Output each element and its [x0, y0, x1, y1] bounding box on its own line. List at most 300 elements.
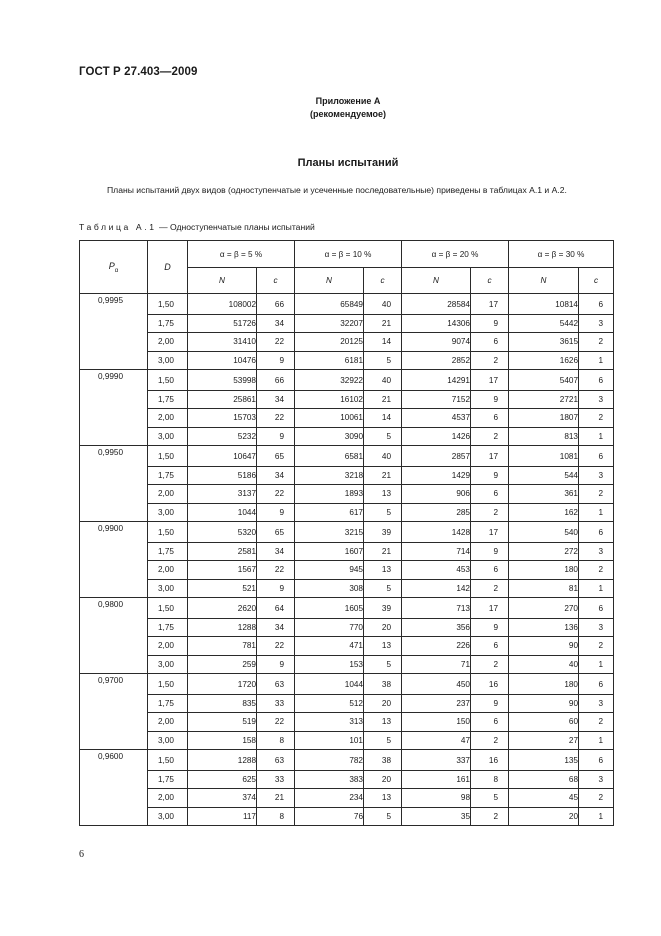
- c-cell: 16: [471, 674, 509, 695]
- n-cell: 150: [402, 713, 471, 732]
- n-cell: 1807: [509, 409, 579, 428]
- c-cell: 21: [364, 314, 402, 333]
- c-cell: 2: [579, 713, 614, 732]
- c-cell: 9: [257, 579, 295, 598]
- n-cell: 1607: [295, 542, 364, 561]
- table-row: [80, 466, 614, 485]
- n-cell: 20125: [295, 333, 364, 352]
- d-cell: 1,75: [148, 542, 188, 561]
- n-cell: 713: [402, 598, 471, 619]
- n-cell: 28584: [402, 294, 471, 315]
- n-cell: 14306: [402, 314, 471, 333]
- n-cell: 90: [509, 694, 579, 713]
- c-cell: 38: [364, 674, 402, 695]
- c-cell: 3: [579, 618, 614, 637]
- header-p-alpha: $P_\alpha$: [80, 241, 148, 294]
- n-cell: 65849: [295, 294, 364, 315]
- p-alpha-cell: 0,9600: [80, 750, 148, 826]
- c-cell: 17: [471, 446, 509, 467]
- c-cell: 1: [579, 807, 614, 826]
- table-caption-text: — Одноступенчатые планы испытаний: [156, 222, 315, 232]
- n-cell: 374: [188, 789, 257, 808]
- n-cell: 71: [402, 655, 471, 674]
- n-cell: 313: [295, 713, 364, 732]
- p-alpha-cell: 0,9900: [80, 522, 148, 598]
- d-cell: 1,75: [148, 390, 188, 409]
- c-cell: 9: [257, 503, 295, 522]
- n-cell: 512: [295, 694, 364, 713]
- n-cell: 617: [295, 503, 364, 522]
- c-cell: 5: [364, 579, 402, 598]
- n-cell: 1044: [295, 674, 364, 695]
- c-cell: 5: [364, 731, 402, 750]
- header-n: N: [509, 268, 579, 294]
- table-row: [80, 294, 614, 315]
- n-cell: 161: [402, 770, 471, 789]
- c-cell: 1: [579, 503, 614, 522]
- c-cell: 1: [579, 351, 614, 370]
- table-caption: [79, 222, 315, 232]
- n-cell: 453: [402, 561, 471, 580]
- c-cell: 3: [579, 314, 614, 333]
- c-cell: 14: [364, 409, 402, 428]
- d-cell: 1,50: [148, 750, 188, 771]
- n-cell: 781: [188, 637, 257, 656]
- table-row: [80, 618, 614, 637]
- n-cell: 35: [402, 807, 471, 826]
- c-cell: 66: [257, 294, 295, 315]
- n-cell: 51726: [188, 314, 257, 333]
- n-cell: 9074: [402, 333, 471, 352]
- table-row: [80, 694, 614, 713]
- n-cell: 1081: [509, 446, 579, 467]
- n-cell: 6581: [295, 446, 364, 467]
- n-cell: 180: [509, 561, 579, 580]
- c-cell: 22: [257, 333, 295, 352]
- table-row: [80, 598, 614, 619]
- c-cell: 65: [257, 522, 295, 543]
- n-cell: 2721: [509, 390, 579, 409]
- n-cell: 3615: [509, 333, 579, 352]
- c-cell: 2: [579, 561, 614, 580]
- c-cell: 20: [364, 694, 402, 713]
- c-cell: 17: [471, 294, 509, 315]
- d-cell: 2,00: [148, 789, 188, 808]
- c-cell: 6: [579, 370, 614, 391]
- c-cell: 9: [471, 542, 509, 561]
- header-c: c: [471, 268, 509, 294]
- c-cell: 1: [579, 427, 614, 446]
- table-row: [80, 542, 614, 561]
- c-cell: 2: [579, 409, 614, 428]
- d-cell: 1,75: [148, 694, 188, 713]
- d-cell: 2,00: [148, 485, 188, 504]
- c-cell: 6: [471, 409, 509, 428]
- c-cell: 6: [471, 713, 509, 732]
- n-cell: 270: [509, 598, 579, 619]
- c-cell: 3: [579, 694, 614, 713]
- table-row: [80, 637, 614, 656]
- c-cell: 39: [364, 598, 402, 619]
- header-group-5: α = β = 5 %: [188, 241, 295, 268]
- n-cell: 835: [188, 694, 257, 713]
- n-cell: 4537: [402, 409, 471, 428]
- n-cell: 2620: [188, 598, 257, 619]
- d-cell: 3,00: [148, 503, 188, 522]
- n-cell: 625: [188, 770, 257, 789]
- d-cell: 1,50: [148, 446, 188, 467]
- test-plans-table: [79, 240, 614, 826]
- c-cell: 38: [364, 750, 402, 771]
- c-cell: 34: [257, 390, 295, 409]
- header-n: N: [295, 268, 364, 294]
- c-cell: 2: [579, 637, 614, 656]
- c-cell: 13: [364, 637, 402, 656]
- table-row: [80, 561, 614, 580]
- d-cell: 3,00: [148, 351, 188, 370]
- c-cell: 66: [257, 370, 295, 391]
- header-group-10: α = β = 10 %: [295, 241, 402, 268]
- c-cell: 2: [471, 503, 509, 522]
- c-cell: 65: [257, 446, 295, 467]
- n-cell: 285: [402, 503, 471, 522]
- c-cell: 8: [471, 770, 509, 789]
- n-cell: 1429: [402, 466, 471, 485]
- c-cell: 22: [257, 561, 295, 580]
- c-cell: 2: [471, 427, 509, 446]
- c-cell: 17: [471, 522, 509, 543]
- c-cell: 22: [257, 713, 295, 732]
- d-cell: 2,00: [148, 561, 188, 580]
- n-cell: 3090: [295, 427, 364, 446]
- n-cell: 272: [509, 542, 579, 561]
- n-cell: 2852: [402, 351, 471, 370]
- n-cell: 10647: [188, 446, 257, 467]
- c-cell: 34: [257, 542, 295, 561]
- c-cell: 9: [471, 466, 509, 485]
- c-cell: 9: [471, 390, 509, 409]
- table-row: [80, 503, 614, 522]
- table-row: [80, 770, 614, 789]
- annex-heading: [0, 95, 661, 121]
- n-cell: 40: [509, 655, 579, 674]
- c-cell: 6: [579, 750, 614, 771]
- c-cell: 3: [579, 390, 614, 409]
- c-cell: 6: [471, 333, 509, 352]
- c-cell: 5: [364, 655, 402, 674]
- n-cell: 259: [188, 655, 257, 674]
- n-cell: 813: [509, 427, 579, 446]
- n-cell: 180: [509, 674, 579, 695]
- c-cell: 14: [364, 333, 402, 352]
- n-cell: 945: [295, 561, 364, 580]
- n-cell: 16102: [295, 390, 364, 409]
- c-cell: 9: [257, 427, 295, 446]
- table-row: [80, 390, 614, 409]
- n-cell: 2581: [188, 542, 257, 561]
- c-cell: 6: [579, 294, 614, 315]
- c-cell: 6: [471, 485, 509, 504]
- c-cell: 3: [579, 466, 614, 485]
- c-cell: 3: [579, 770, 614, 789]
- c-cell: 2: [471, 579, 509, 598]
- c-cell: 63: [257, 674, 295, 695]
- c-cell: 64: [257, 598, 295, 619]
- n-cell: 10061: [295, 409, 364, 428]
- d-cell: 1,75: [148, 314, 188, 333]
- header-c: c: [364, 268, 402, 294]
- n-cell: 1626: [509, 351, 579, 370]
- c-cell: 1: [579, 655, 614, 674]
- n-cell: 68: [509, 770, 579, 789]
- c-cell: 22: [257, 409, 295, 428]
- n-cell: 6181: [295, 351, 364, 370]
- d-cell: 1,50: [148, 370, 188, 391]
- d-cell: 2,00: [148, 333, 188, 352]
- n-cell: 101: [295, 731, 364, 750]
- table-row: [80, 655, 614, 674]
- header-n: N: [402, 268, 471, 294]
- d-cell: 3,00: [148, 731, 188, 750]
- c-cell: 8: [257, 807, 295, 826]
- c-cell: 1: [579, 579, 614, 598]
- c-cell: 34: [257, 314, 295, 333]
- n-cell: 906: [402, 485, 471, 504]
- c-cell: 16: [471, 750, 509, 771]
- c-cell: 39: [364, 522, 402, 543]
- c-cell: 21: [364, 542, 402, 561]
- n-cell: 1893: [295, 485, 364, 504]
- table-row: [80, 351, 614, 370]
- c-cell: 9: [471, 618, 509, 637]
- c-cell: 17: [471, 598, 509, 619]
- d-cell: 3,00: [148, 807, 188, 826]
- n-cell: 1567: [188, 561, 257, 580]
- n-cell: 540: [509, 522, 579, 543]
- n-cell: 1720: [188, 674, 257, 695]
- n-cell: 5320: [188, 522, 257, 543]
- n-cell: 10814: [509, 294, 579, 315]
- n-cell: 1428: [402, 522, 471, 543]
- c-cell: 8: [257, 731, 295, 750]
- c-cell: 40: [364, 370, 402, 391]
- c-cell: 2: [579, 485, 614, 504]
- c-cell: 33: [257, 770, 295, 789]
- n-cell: 7152: [402, 390, 471, 409]
- c-cell: 6: [579, 522, 614, 543]
- d-cell: 2,00: [148, 637, 188, 656]
- p-alpha-cell: 0,9950: [80, 446, 148, 522]
- n-cell: 234: [295, 789, 364, 808]
- c-cell: 5: [364, 503, 402, 522]
- c-cell: 20: [364, 618, 402, 637]
- n-cell: 5186: [188, 466, 257, 485]
- n-cell: 5442: [509, 314, 579, 333]
- annex-title: Приложение А: [315, 96, 381, 106]
- c-cell: 17: [471, 370, 509, 391]
- table-row: [80, 807, 614, 826]
- c-cell: 5: [364, 807, 402, 826]
- d-cell: 1,75: [148, 618, 188, 637]
- c-cell: 2: [579, 333, 614, 352]
- header-group-30: α = β = 30 %: [509, 241, 614, 268]
- d-cell: 1,50: [148, 294, 188, 315]
- table-row: [80, 427, 614, 446]
- p-alpha-cell: 0,9995: [80, 294, 148, 370]
- n-cell: 361: [509, 485, 579, 504]
- table-row: [80, 750, 614, 771]
- n-cell: 32922: [295, 370, 364, 391]
- n-cell: 25861: [188, 390, 257, 409]
- n-cell: 1288: [188, 750, 257, 771]
- n-cell: 521: [188, 579, 257, 598]
- n-cell: 383: [295, 770, 364, 789]
- c-cell: 21: [364, 390, 402, 409]
- c-cell: 1: [579, 731, 614, 750]
- c-cell: 34: [257, 466, 295, 485]
- n-cell: 5232: [188, 427, 257, 446]
- p-alpha-cell: 0,9800: [80, 598, 148, 674]
- d-cell: 1,50: [148, 522, 188, 543]
- d-cell: 1,75: [148, 466, 188, 485]
- table-row: [80, 370, 614, 391]
- n-cell: 782: [295, 750, 364, 771]
- d-cell: 1,50: [148, 598, 188, 619]
- table-caption-label: Таблица А.1: [79, 222, 157, 232]
- c-cell: 9: [257, 351, 295, 370]
- c-cell: 6: [471, 561, 509, 580]
- c-cell: 40: [364, 294, 402, 315]
- n-cell: 108002: [188, 294, 257, 315]
- c-cell: 21: [364, 466, 402, 485]
- table-row: [80, 333, 614, 352]
- c-cell: 6: [579, 598, 614, 619]
- standard-designation: ГОСТ Р 27.403—2009: [79, 66, 198, 78]
- d-cell: 1,75: [148, 770, 188, 789]
- n-cell: 337: [402, 750, 471, 771]
- table-row: [80, 674, 614, 695]
- header-n: N: [188, 268, 257, 294]
- c-cell: 13: [364, 485, 402, 504]
- p-alpha-cell: 0,9990: [80, 370, 148, 446]
- n-cell: 356: [402, 618, 471, 637]
- c-cell: 2: [471, 351, 509, 370]
- n-cell: 770: [295, 618, 364, 637]
- c-cell: 13: [364, 561, 402, 580]
- n-cell: 142: [402, 579, 471, 598]
- n-cell: 47: [402, 731, 471, 750]
- n-cell: 14291: [402, 370, 471, 391]
- n-cell: 136: [509, 618, 579, 637]
- d-cell: 3,00: [148, 427, 188, 446]
- n-cell: 450: [402, 674, 471, 695]
- n-cell: 20: [509, 807, 579, 826]
- p-alpha-cell: 0,9700: [80, 674, 148, 750]
- c-cell: 2: [579, 789, 614, 808]
- c-cell: 9: [257, 655, 295, 674]
- c-cell: 9: [471, 694, 509, 713]
- header-group-20: α = β = 20 %: [402, 241, 509, 268]
- n-cell: 2857: [402, 446, 471, 467]
- page-number: 6: [79, 849, 84, 860]
- n-cell: 76: [295, 807, 364, 826]
- n-cell: 5407: [509, 370, 579, 391]
- header-d: D: [148, 241, 188, 294]
- n-cell: 3215: [295, 522, 364, 543]
- n-cell: 519: [188, 713, 257, 732]
- c-cell: 5: [364, 427, 402, 446]
- n-cell: 32207: [295, 314, 364, 333]
- n-cell: 1605: [295, 598, 364, 619]
- annex-subtitle: (рекомендуемое): [310, 109, 386, 119]
- table-row: [80, 731, 614, 750]
- d-cell: 2,00: [148, 409, 188, 428]
- c-cell: 20: [364, 770, 402, 789]
- c-cell: 5: [471, 789, 509, 808]
- c-cell: 13: [364, 789, 402, 808]
- n-cell: 3137: [188, 485, 257, 504]
- c-cell: 5: [364, 351, 402, 370]
- intro-paragraph: Планы испытаний двух видов (одноступенчатые и усеченные последовательные) приведены в таблицах А.1 и А.2.: [107, 185, 567, 195]
- c-cell: 2: [471, 731, 509, 750]
- n-cell: 98: [402, 789, 471, 808]
- n-cell: 31410: [188, 333, 257, 352]
- n-cell: 1044: [188, 503, 257, 522]
- c-cell: 40: [364, 446, 402, 467]
- n-cell: 158: [188, 731, 257, 750]
- table-row: [80, 522, 614, 543]
- table-row: [80, 713, 614, 732]
- n-cell: 1288: [188, 618, 257, 637]
- n-cell: 117: [188, 807, 257, 826]
- n-cell: 45: [509, 789, 579, 808]
- c-cell: 6: [579, 446, 614, 467]
- c-cell: 34: [257, 618, 295, 637]
- n-cell: 60: [509, 713, 579, 732]
- n-cell: 27: [509, 731, 579, 750]
- n-cell: 81: [509, 579, 579, 598]
- c-cell: 33: [257, 694, 295, 713]
- c-cell: 6: [579, 674, 614, 695]
- c-cell: 22: [257, 485, 295, 504]
- c-cell: 63: [257, 750, 295, 771]
- d-cell: 3,00: [148, 579, 188, 598]
- n-cell: 308: [295, 579, 364, 598]
- c-cell: 13: [364, 713, 402, 732]
- table-body: [80, 294, 614, 826]
- table-row: [80, 446, 614, 467]
- d-cell: 1,50: [148, 674, 188, 695]
- n-cell: 53998: [188, 370, 257, 391]
- c-cell: 6: [471, 637, 509, 656]
- n-cell: 135: [509, 750, 579, 771]
- n-cell: 15703: [188, 409, 257, 428]
- n-cell: 162: [509, 503, 579, 522]
- d-cell: 3,00: [148, 655, 188, 674]
- table-row: [80, 409, 614, 428]
- d-cell: 2,00: [148, 713, 188, 732]
- header-c: c: [579, 268, 614, 294]
- c-cell: 3: [579, 542, 614, 561]
- n-cell: 1426: [402, 427, 471, 446]
- n-cell: 10476: [188, 351, 257, 370]
- n-cell: 90: [509, 637, 579, 656]
- table-row: [80, 789, 614, 808]
- c-cell: 22: [257, 637, 295, 656]
- n-cell: 3218: [295, 466, 364, 485]
- c-cell: 2: [471, 655, 509, 674]
- n-cell: 237: [402, 694, 471, 713]
